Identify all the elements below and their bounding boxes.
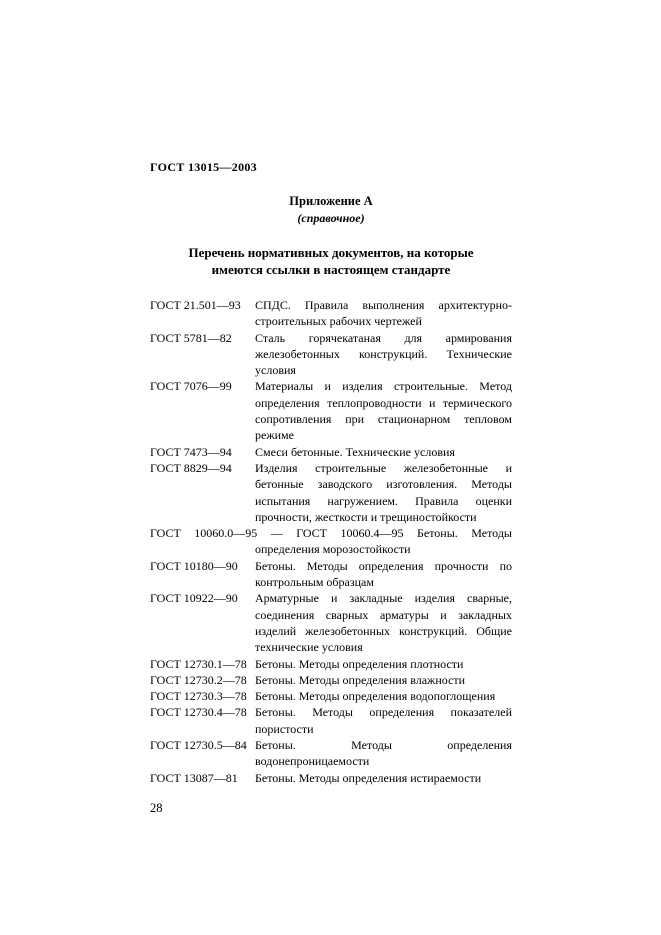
entry-number: ГОСТ 10922—90 bbox=[150, 591, 238, 606]
entry-row bbox=[150, 656, 512, 672]
entry-number: ГОСТ 12730.1—78 bbox=[150, 656, 247, 671]
entries-list bbox=[150, 297, 512, 786]
entry-row bbox=[150, 525, 512, 558]
entry-text: Материалы и изделия строительные. Метод определения теплопроводности и термического сопротивления при стационарном тепловом режиме bbox=[255, 379, 512, 443]
entry-row bbox=[150, 590, 512, 655]
entry-row bbox=[150, 737, 512, 770]
entry-text: Бетоны. Методы определения истираемости bbox=[255, 770, 482, 785]
entry-row bbox=[150, 378, 512, 443]
document-header: ГОСТ 13015—2003 bbox=[150, 160, 257, 174]
entry-number: ГОСТ 13087—81 bbox=[150, 770, 238, 785]
entry-text: Бетоны. Методы определения показателей пористости bbox=[255, 705, 512, 736]
entry-text: Бетоны. Методы определения морозостойкости bbox=[255, 526, 512, 557]
entry-number: ГОСТ 5781—82 bbox=[150, 330, 232, 345]
entry-row bbox=[150, 558, 512, 591]
entry-row bbox=[150, 297, 512, 330]
entry-text: СПДС. Правила выполнения архитектурно-строительных рабочих чертежей bbox=[255, 298, 512, 329]
appendix-subtitle: (справочное) bbox=[297, 211, 365, 225]
entry-number: ГОСТ 12730.2—78 bbox=[150, 672, 247, 687]
entry-text: Бетоны. Методы определения водопоглощения bbox=[255, 689, 496, 704]
entry-row bbox=[150, 704, 512, 737]
entry-text: Сталь горячекатаная для армирования железобетонных конструкций. Технические условия bbox=[255, 330, 512, 378]
entry-row bbox=[150, 688, 512, 704]
page-number: 28 bbox=[150, 800, 163, 815]
entry-number: ГОСТ 8829—94 bbox=[150, 460, 232, 475]
entry-number: ГОСТ 12730.4—78 bbox=[150, 705, 247, 720]
entry-text: Арматурные и закладные изделия сварные, соединения сварных арматуры и закладных изделий железобетонных конструкций. Общие технические условия bbox=[255, 591, 512, 655]
entry-number: ГОСТ 10060.0—95 — ГОСТ 10060.4—95 bbox=[150, 526, 404, 541]
entry-row bbox=[150, 460, 512, 525]
entry-text: Бетоны. Методы определения водонепроницаемости bbox=[255, 738, 512, 769]
entry-text: Изделия строительные железобетонные и бетонные заводского изготовления. Методы испытания нагружением. Правила оценки прочности, жесткости и трещиностойкости bbox=[255, 460, 512, 524]
entry-row bbox=[150, 330, 512, 379]
entry-text: Смеси бетонные. Технические условия bbox=[255, 444, 455, 459]
entry-number: ГОСТ 12730.3—78 bbox=[150, 689, 247, 704]
entry-row bbox=[150, 672, 512, 688]
appendix-title: Приложение А bbox=[289, 194, 373, 208]
entry-text: Бетоны. Методы определения влажности bbox=[255, 672, 466, 687]
entry-number: ГОСТ 7473—94 bbox=[150, 444, 232, 459]
entry-number: ГОСТ 7076—99 bbox=[150, 379, 232, 394]
entry-number: ГОСТ 12730.5—84 bbox=[150, 738, 247, 753]
entry-number: ГОСТ 21.501—93 bbox=[150, 298, 241, 312]
entry-row bbox=[150, 444, 512, 460]
section-title: Перечень нормативных документов, на которые имеются ссылки в настоящем стандарте bbox=[188, 245, 474, 277]
entry-row bbox=[150, 770, 512, 786]
entry-text: Бетоны. Методы определения плотности bbox=[255, 656, 464, 671]
entry-text: Бетоны. Методы определения прочности по контрольным образцам bbox=[255, 558, 512, 590]
entry-number: ГОСТ 10180—90 bbox=[150, 558, 238, 573]
